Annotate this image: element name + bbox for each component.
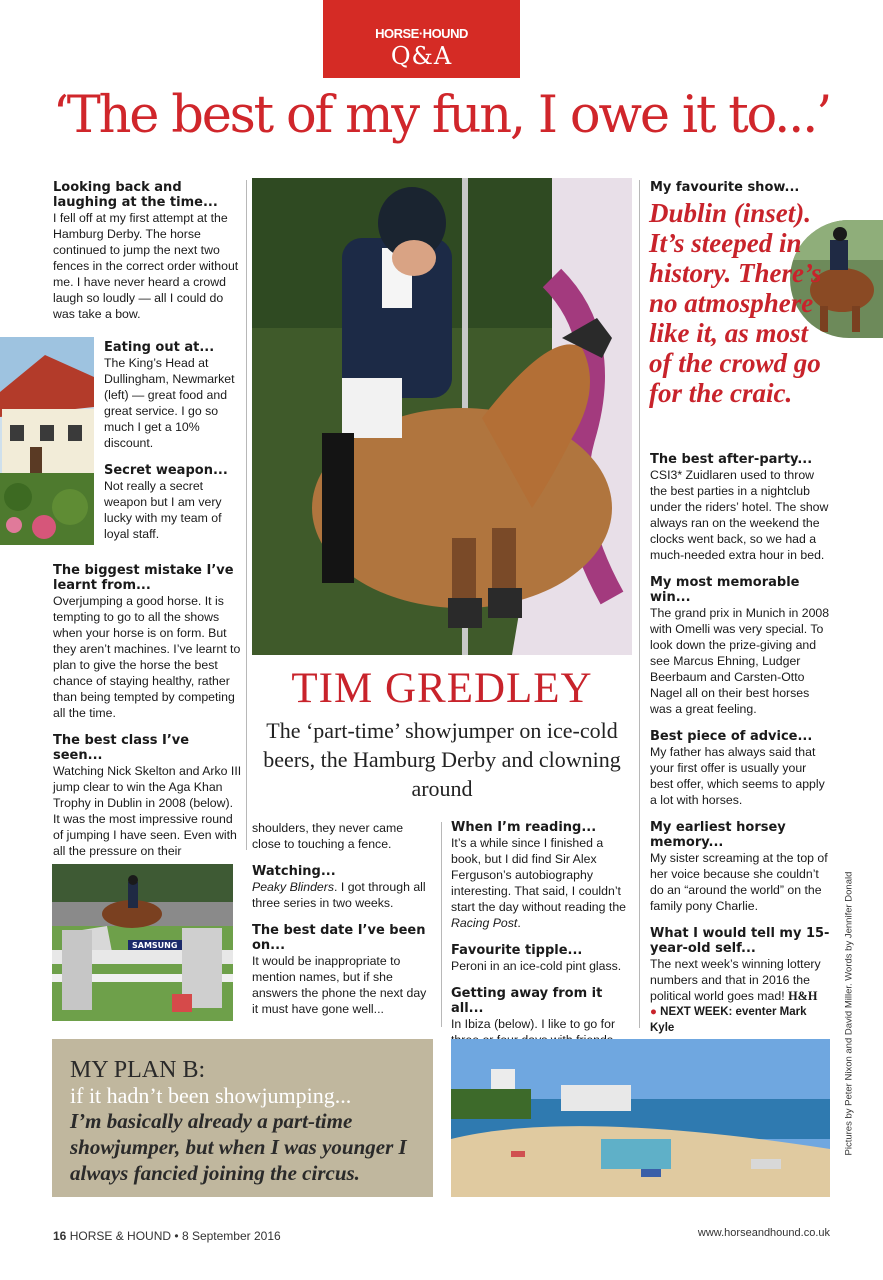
bullet-dot-icon: ● [650,1006,657,1018]
pull-quote: Dublin (inset). It’s steeped in history. There’s no atmosphere like it, as most of the crowd go for the craic. [649,198,822,408]
footer-folio [53,1229,281,1243]
question-heading: Secret weapon... [104,463,228,478]
question-heading: Looking back and laughing at the time... [53,180,218,210]
answer-text: Not really a secret weapon but I am very lucky with my team of loyal staff. [104,479,222,541]
answer-text: CSI3* Zuidlaren used to throw the best parties in a nightclub under the riders’ hotel. The show always ran on the weekend the clocks went back, so we had a much-needed extra hour in bed. [650,468,829,562]
answer-text: In Ibiza (below). I like to go for [451,1017,616,1031]
left-column-top [53,180,243,334]
section-label: Q&A [390,42,453,70]
plan-b-subtitle: if it hadn’t been showjumping... [70,1083,352,1108]
answer-text: It’s a while since I finished a book, but I did find Sir Alex Ferguson’s autobiography interesting. That said, I couldn’t start the day without reading the Racing Post. [451,836,626,930]
brand-logo: HORSE·HOUND [375,26,468,41]
answer-text: Peroni in an ice-cold pint glass. [451,959,622,973]
answer-text: The King’s Head at Dullingham, Newmarket (left) — great food and great service. I go so much I get a 10% discount. [104,356,235,450]
question-heading: The best date I’ve been on... [252,923,426,953]
left-column-bottom [53,563,243,871]
newspaper-title: Racing Post [451,916,518,930]
answer-text: It would be inappropriate to mention names, but if she answers the phone the next day it must have gone well... [252,954,427,1016]
question-heading: Getting away from it all... [451,986,603,1016]
question-heading: My earliest horsey memory... [650,820,786,850]
interviewee-name: TIM GREDLEY [291,665,593,712]
answer-text: Peaky Blinders. I got through all three series in two weeks. [252,880,426,910]
right-column-heading [650,180,830,195]
center-left-column [252,820,432,1029]
column-divider [246,180,247,850]
issue-date: 8 September 2016 [181,1229,281,1243]
question-heading: Eating out at... [104,340,215,355]
center-right-column [451,820,631,1060]
standfirst: The ‘part-time’ showjumper on ice-cold beers, the Hamburg Derby and clowning around [263,718,621,801]
question-heading: My favourite show... [650,180,800,195]
next-week-teaser: ● NEXT WEEK: eventer Mark Kyle [650,1006,807,1034]
answer-text: Overjumping a good horse. It is tempting to go to all the shows when your horse is on form. But they aren’t machines. I’ve learnt to plan to give the horse the best chance of staying healthy, rather than being tempted by competing all the time. [53,594,241,720]
question-heading: The best after-party... [650,452,813,467]
plan-b-title: MY PLAN B: [70,1057,206,1083]
answer-text: shoulders, they never came close to touching a fence. [252,821,404,851]
answer-text: The grand prix in Munich in 2008 with Omelli was very special. To look down the prize-giving and see Marcus Ehning, Ludger Beerbaum and Carsten-Otto Nagel all on their best horses was a great feeling. [650,606,830,716]
plan-b-box [52,1039,433,1197]
plan-b-answer: I’m basically already a part-time showjumper, but when I was younger I always fancied joining the circus. [70,1109,407,1185]
question-heading: When I’m reading... [451,820,597,835]
answer-text: I fell off at my first attempt at the Hamburg Derby. The horse continued to jump the next two fences in the correct order without me. I have never heard a crowd laugh so loudly — all I could do was take a bow. [53,211,239,321]
left-column-mid [104,340,242,554]
question-heading: Best piece of advice... [650,729,813,744]
question-heading: My most memorable win... [650,575,800,605]
dublin-jumping-photo [52,864,233,1021]
answer-text: The next week’s winning lottery numbers and that in 2016 the political world goes mad! H&H [650,957,821,1003]
column-divider [639,180,640,1028]
answer-text: My father has always said that your first offer is usually your best offer, which seems to apply a lot with horses. [650,745,825,807]
question-heading: The biggest mistake I’ve learnt from... [53,563,234,593]
question-heading: The best class I’ve seen... [53,733,190,763]
question-heading: What I would tell my 15-year-old self... [650,926,830,956]
section-masthead [323,0,520,78]
pub-photo [0,337,94,545]
column-divider [441,822,442,1027]
right-column [650,452,830,1048]
tv-show-title: Peaky Blinders [252,880,335,894]
photo-credit: Pictures by Peter Nixon and David Miller. Words by Jennifer Donald [843,871,855,1156]
ibiza-beach-photo [451,1039,830,1197]
sign-off: H&H [788,989,818,1003]
main-rider-photo [252,178,632,655]
question-heading: Favourite tipple... [451,943,583,958]
magazine-name: HORSE & HOUND [69,1229,172,1243]
question-heading: Watching... [252,864,336,879]
samsung-board-text: SAMSUNG [132,941,178,950]
page-number: 16 [53,1229,67,1243]
website-url: www.horseandhound.co.uk [697,1227,830,1239]
headline: ‘The best of my fun, I owe it to...’ [52,86,831,145]
answer-text: Watching Nick Skelton and Arko III jump clear to win the Aga Khan Trophy in Dublin in 2008 (below). It was the most impressive round of jumping I have seen. Even with all the pressure on their [53,764,242,858]
answer-text: My sister screaming at the top of her voice because she couldn’t do an “around the world” on the family pony Charlie. [650,851,828,913]
separator: • [174,1229,179,1243]
